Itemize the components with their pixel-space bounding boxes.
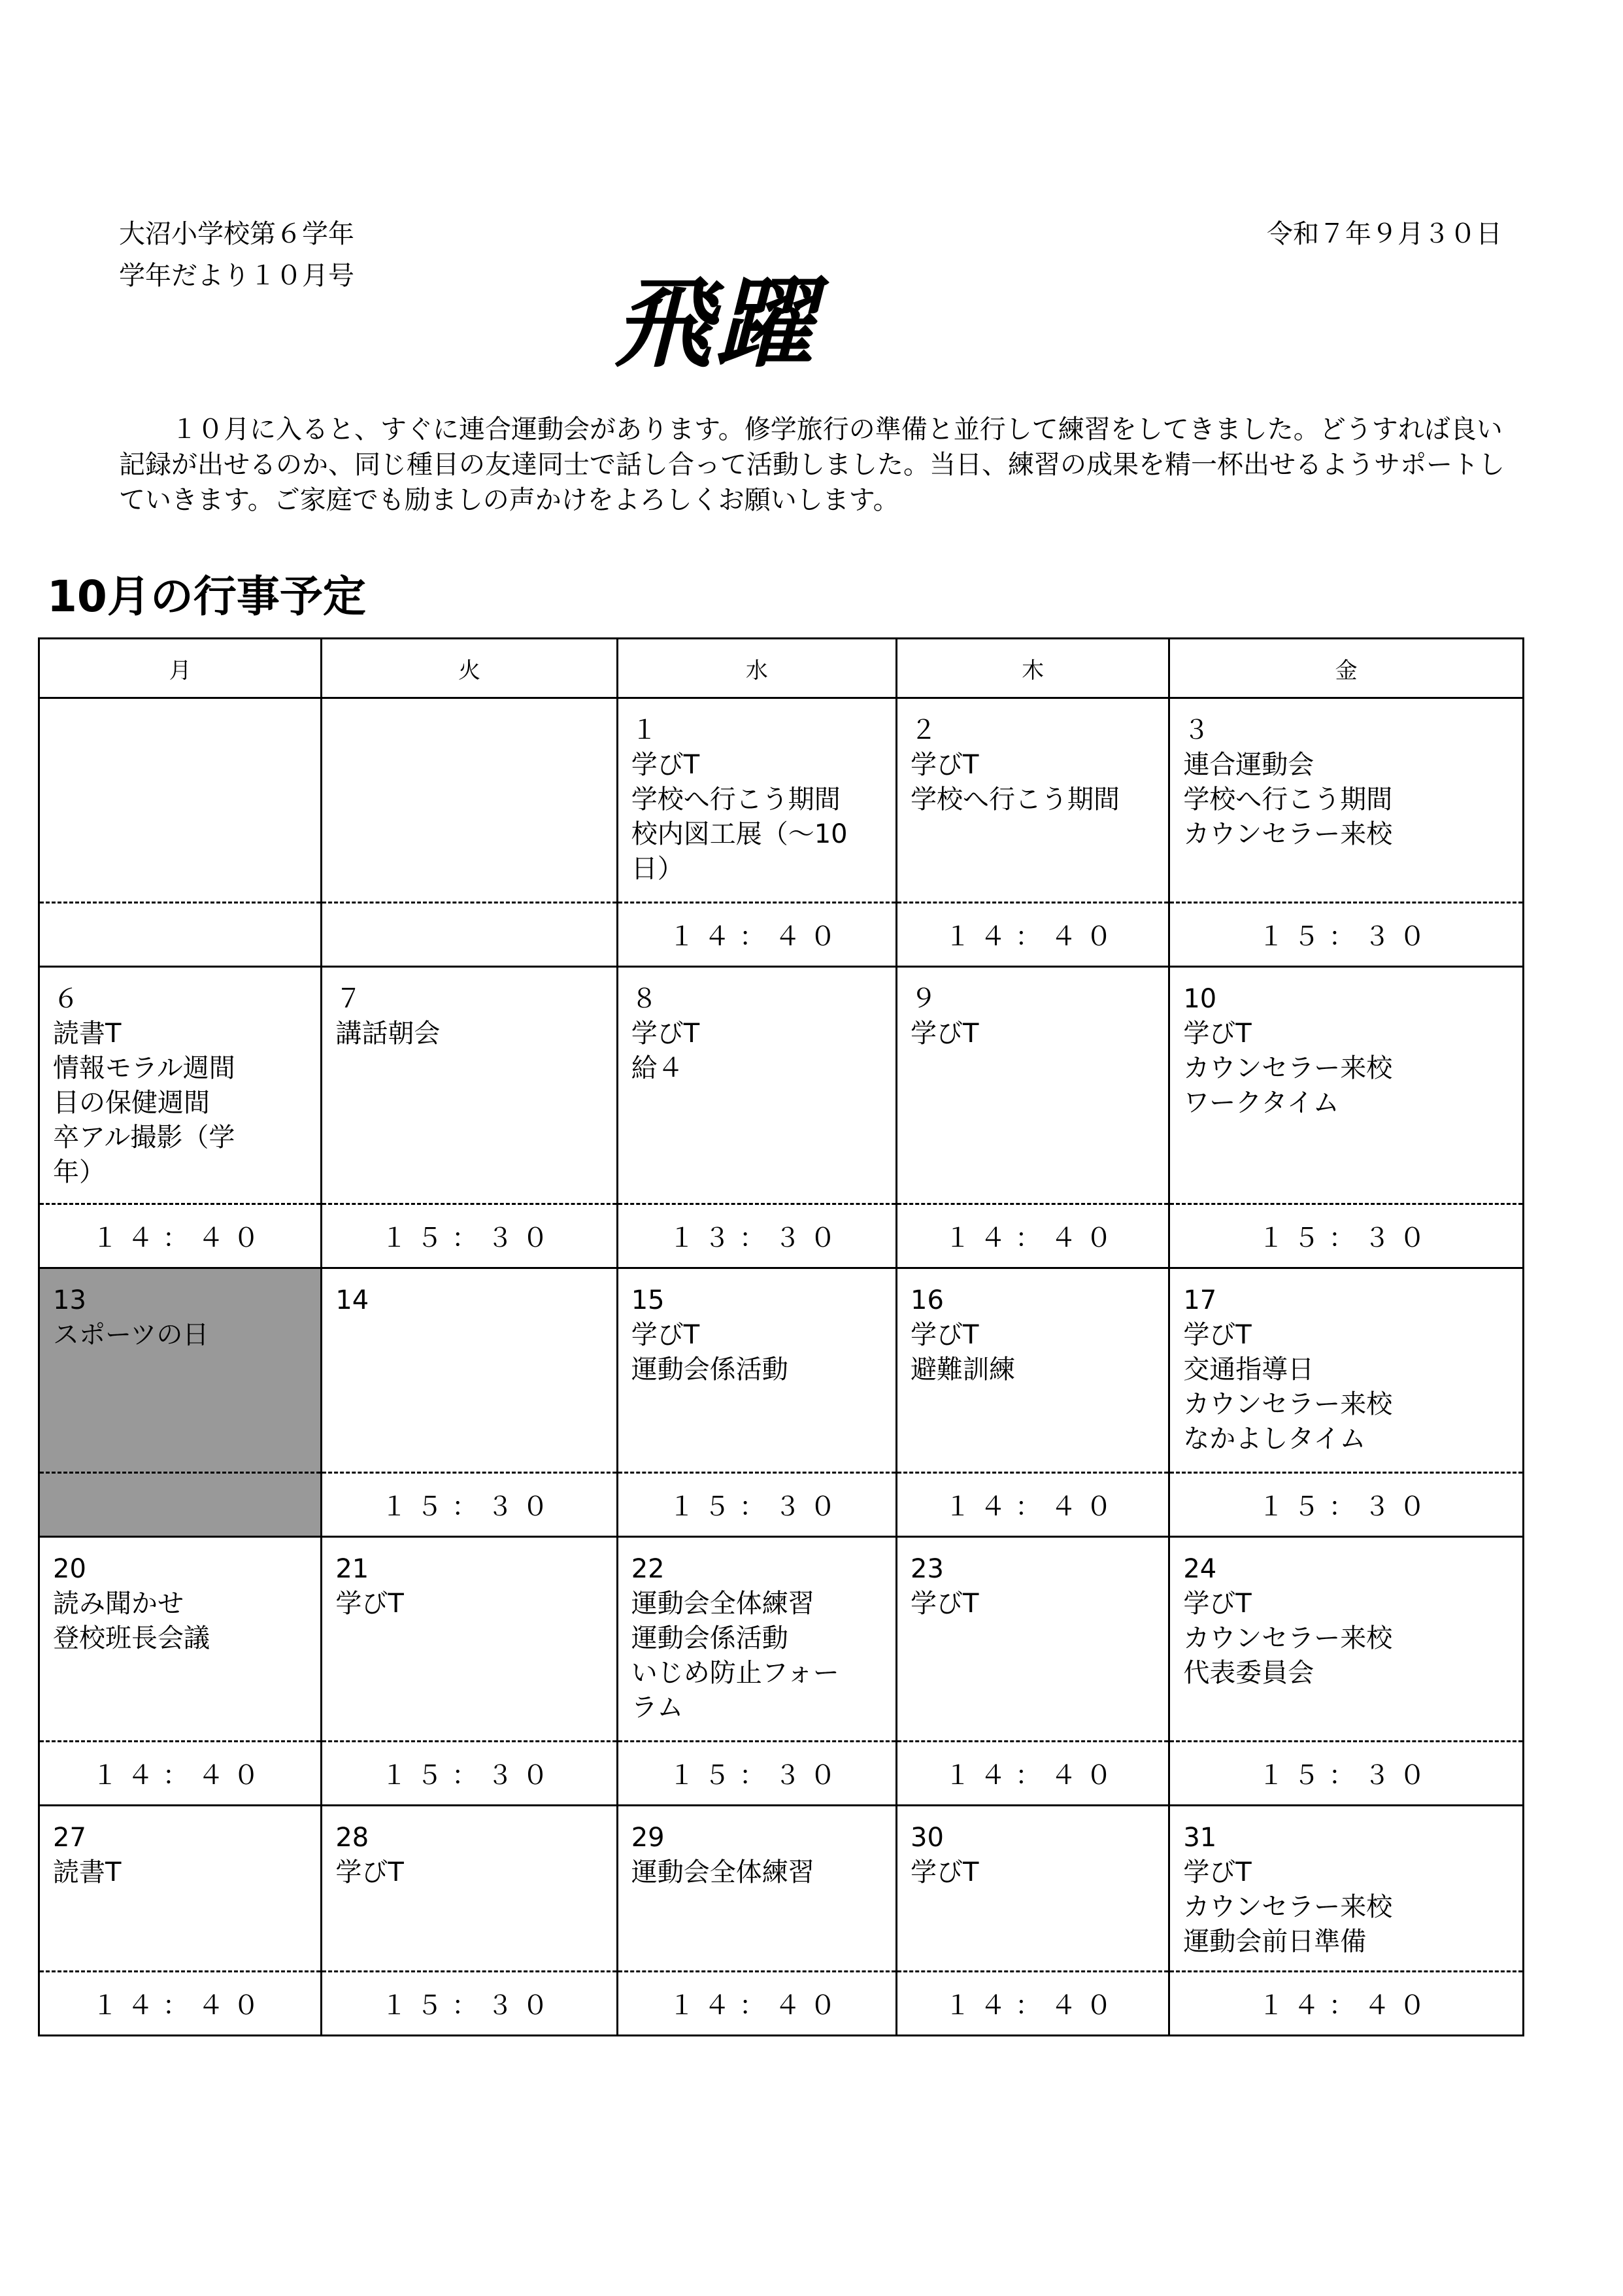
day-event: 学びT — [911, 1019, 979, 1049]
dismissal-time: １５：３０ — [322, 1473, 617, 1537]
day-event: カウンセラー来校 — [1183, 1623, 1393, 1653]
day-number: １ — [631, 715, 658, 745]
day-event: 運動会係活動 — [631, 1355, 788, 1385]
dismissal-time: １４：４０ — [39, 1972, 322, 2036]
day-cell — [39, 698, 322, 903]
week-events-row — [39, 1268, 1524, 1473]
dismissal-time: １４：４０ — [897, 1204, 1169, 1268]
day-event: 読み聞かせ — [53, 1589, 184, 1619]
day-event: 学びT — [631, 1019, 700, 1049]
day-event: なかよしタイム — [1183, 1424, 1366, 1454]
day-number: ３ — [1183, 715, 1210, 745]
newsletter-title: 飛躍 — [614, 266, 816, 381]
day-cell — [897, 967, 1169, 1204]
day-event: 年） — [53, 1157, 105, 1187]
day-number: 16 — [911, 1285, 944, 1315]
day-event: 読書T — [53, 1019, 122, 1049]
day-event: 情報モラル週間 — [53, 1053, 235, 1083]
day-event: 運動会全体練習 — [631, 1857, 814, 1887]
day-event: いじめ防止フォー — [631, 1658, 839, 1688]
day-event: カウンセラー来校 — [1183, 1892, 1393, 1922]
dismissal-time: １４：４０ — [1169, 1972, 1524, 2036]
dismissal-time: １５：３０ — [322, 1972, 617, 2036]
day-number: 24 — [1183, 1554, 1217, 1584]
dismissal-time: １３：３０ — [617, 1204, 896, 1268]
day-number: 23 — [911, 1554, 944, 1584]
dismissal-time: １４：４０ — [897, 1972, 1169, 2036]
dismissal-time: １４：４０ — [897, 1742, 1169, 1806]
day-number: 31 — [1183, 1823, 1217, 1853]
week-events-row — [39, 1806, 1524, 1972]
day-event: 校内図工展（〜10 — [631, 819, 848, 849]
day-cell — [1169, 1537, 1524, 1742]
dismissal-time: １５：３０ — [617, 1742, 896, 1806]
day-event: カウンセラー来校 — [1183, 819, 1393, 849]
day-event: 学びT — [631, 750, 700, 780]
dismissal-time: １５：３０ — [1169, 1204, 1524, 1268]
week-time-row — [39, 1204, 1524, 1268]
weekday-tue: 火 — [322, 639, 617, 698]
day-number: 14 — [335, 1285, 369, 1315]
day-event: スポーツの日 — [53, 1320, 209, 1350]
school-name: 大沼小学校第６学年 — [119, 219, 354, 249]
day-cell — [39, 967, 322, 1204]
week-events-row — [39, 698, 1524, 903]
day-event: 学びT — [1183, 1857, 1252, 1887]
schedule-heading: 10月の行事予定 — [47, 571, 366, 622]
week-time-row — [39, 1473, 1524, 1537]
day-number: ８ — [631, 984, 658, 1014]
day-number: ６ — [53, 984, 79, 1014]
issue-label: 学年だより１０月号 — [119, 261, 354, 291]
week-time-row — [39, 903, 1524, 967]
day-cell — [1169, 1268, 1524, 1473]
day-cell — [322, 1806, 617, 1972]
day-event: 学びT — [1183, 1320, 1252, 1350]
day-number: ９ — [911, 984, 937, 1014]
day-event: 交通指導日 — [1183, 1355, 1314, 1385]
day-event: 運動会全体練習 — [631, 1589, 814, 1619]
week-events-row — [39, 1537, 1524, 1742]
weekday-thu: 木 — [897, 639, 1169, 698]
issue-date: 令和７年９月３０日 — [1267, 219, 1502, 249]
day-event: カウンセラー来校 — [1183, 1389, 1393, 1419]
day-number: 15 — [631, 1285, 665, 1315]
weekday-wed: 水 — [617, 639, 896, 698]
day-event: 学びT — [911, 1589, 979, 1619]
day-event: 学びT — [1183, 1589, 1252, 1619]
day-event: 給４ — [631, 1053, 684, 1083]
day-cell — [322, 967, 617, 1204]
dismissal-time: １４：４０ — [897, 1473, 1169, 1537]
dismissal-time: １５：３０ — [617, 1473, 896, 1537]
day-cell — [1169, 698, 1524, 903]
dismissal-time — [322, 903, 617, 967]
day-number: 22 — [631, 1554, 665, 1584]
dismissal-time: １４：４０ — [897, 903, 1169, 967]
day-event: 避難訓練 — [911, 1355, 1016, 1385]
day-event: 学びT — [335, 1857, 404, 1887]
day-number: 10 — [1183, 984, 1217, 1014]
week-time-row — [39, 1972, 1524, 2036]
day-number: 13 — [53, 1285, 86, 1315]
day-cell — [322, 1537, 617, 1742]
week-events-row — [39, 967, 1524, 1204]
dismissal-time: １４：４０ — [39, 1742, 322, 1806]
day-number: 21 — [335, 1554, 369, 1584]
day-cell — [1169, 1806, 1524, 1972]
dismissal-time: １５：３０ — [1169, 1742, 1524, 1806]
day-number: 28 — [335, 1823, 369, 1853]
day-cell — [39, 1537, 322, 1742]
day-event: 運動会係活動 — [631, 1623, 788, 1653]
day-number: ７ — [335, 984, 362, 1014]
day-event: 学校へ行こう期間 — [1183, 785, 1393, 815]
dismissal-time — [39, 1473, 322, 1537]
day-event: 日） — [631, 854, 684, 884]
day-number: 17 — [1183, 1285, 1217, 1315]
day-number: 29 — [631, 1823, 665, 1853]
day-event: 運動会前日準備 — [1183, 1927, 1367, 1957]
dismissal-time: １４：４０ — [617, 1972, 896, 2036]
day-event: 講話朝会 — [335, 1019, 441, 1049]
dismissal-time: １５：３０ — [1169, 1473, 1524, 1537]
day-cell — [897, 1537, 1169, 1742]
day-number: ２ — [911, 715, 937, 745]
day-cell — [617, 1806, 896, 1972]
dismissal-time: １５：３０ — [322, 1742, 617, 1806]
day-event: 学校へ行こう期間 — [631, 785, 841, 815]
day-event: ラム — [631, 1693, 684, 1723]
dismissal-time: １５：３０ — [322, 1204, 617, 1268]
day-number: 20 — [53, 1554, 86, 1584]
intro-paragraph: １０月に入ると、すぐに連合運動会があります。修学旅行の準備と並行して練習をしてきました。どうすれば良い記録が出せるのか、同じ種目の友達同士で話し合って活動しました。当日、練習の成果を精一杯出せるようサポートしていきます。ご家庭でも励ましの声かけをよろしくお願いします。 — [119, 414, 1505, 515]
dismissal-time: １４：４０ — [39, 1204, 322, 1268]
day-cell — [897, 1268, 1169, 1473]
weekday-header-row — [39, 639, 1524, 698]
day-event: 代表委員会 — [1183, 1658, 1314, 1688]
day-event: 学校へ行こう期間 — [911, 785, 1120, 815]
day-event: 目の保健週間 — [53, 1088, 210, 1118]
day-event: 読書T — [53, 1857, 122, 1887]
day-event: 登校班長会議 — [53, 1623, 210, 1653]
day-cell — [617, 698, 896, 903]
day-event: 学びT — [911, 750, 979, 780]
weekday-mon: 月 — [39, 639, 322, 698]
weekday-fri: 金 — [1169, 639, 1524, 698]
day-event: 学びT — [335, 1589, 404, 1619]
day-cell — [1169, 967, 1524, 1204]
dismissal-time — [39, 903, 322, 967]
day-event: カウンセラー来校 — [1183, 1053, 1393, 1083]
day-event: 連合運動会 — [1183, 750, 1314, 780]
day-number: 30 — [911, 1823, 944, 1853]
day-number: 27 — [53, 1823, 86, 1853]
day-cell — [617, 967, 896, 1204]
dismissal-time: １５：３０ — [1169, 903, 1524, 967]
dismissal-time: １４：４０ — [617, 903, 896, 967]
day-event: 学びT — [631, 1320, 700, 1350]
day-cell — [322, 698, 617, 903]
event-calendar — [38, 637, 1524, 2036]
day-cell — [322, 1268, 617, 1473]
day-event: 学びT — [911, 1320, 979, 1350]
day-cell — [897, 698, 1169, 903]
day-cell — [617, 1537, 896, 1742]
day-event: 卒アル撮影（学 — [53, 1123, 235, 1153]
week-time-row — [39, 1742, 1524, 1806]
day-event: 学びT — [1183, 1019, 1252, 1049]
day-event: ワークタイム — [1183, 1088, 1339, 1118]
day-event: 学びT — [911, 1857, 979, 1887]
day-cell — [897, 1806, 1169, 1972]
day-cell — [39, 1806, 322, 1972]
day-cell — [617, 1268, 896, 1473]
day-cell — [39, 1268, 322, 1473]
